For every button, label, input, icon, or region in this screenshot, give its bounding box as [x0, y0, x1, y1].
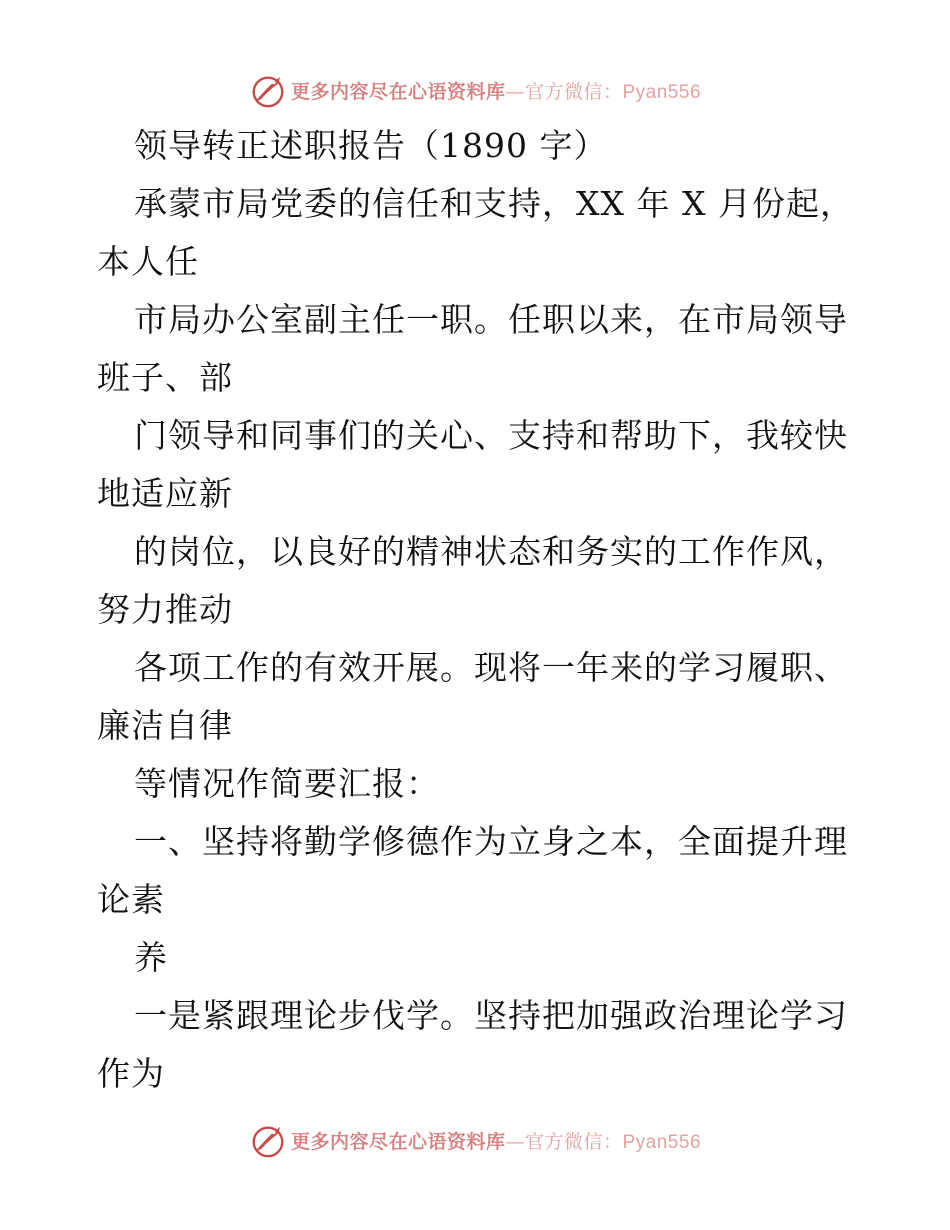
watermark-site-name: 更多内容尽在心语资料库	[290, 1130, 506, 1153]
document-line: 的岗位，以良好的精神状态和务实的工作作风，	[134, 532, 848, 571]
pen-nib-logo-icon	[249, 71, 287, 109]
watermark-text	[291, 1127, 701, 1154]
document-line: 养	[134, 938, 168, 977]
document-line: 门领导和同事们的关心、支持和帮助下，我较快	[134, 416, 848, 455]
document-line: 承蒙市局党委的信任和支持，XX 年 X 月份起，	[134, 184, 854, 223]
document-line: 班子、部	[97, 358, 233, 397]
document-line: 廉洁自律	[97, 706, 233, 745]
document-line: 努力推动	[97, 590, 233, 629]
document-line: 论素	[97, 880, 165, 919]
watermark-site-name: 更多内容尽在心语资料库	[290, 80, 506, 103]
document-line: 领导转正述职报告（1890 字）	[134, 126, 608, 165]
watermark-text	[291, 77, 701, 104]
watermark-wechat-id: Pyan556	[622, 81, 702, 103]
header-watermark-banner	[0, 68, 950, 112]
watermark-wechat-id: Pyan556	[622, 1131, 702, 1153]
watermark-official-label: —官方微信：	[505, 1130, 623, 1153]
footer-watermark-banner	[0, 1118, 950, 1162]
document-line: 地适应新	[97, 474, 233, 513]
document-line: 市局办公室副主任一职。任职以来，在市局领导	[134, 300, 848, 339]
document-line: 一、坚持将勤学修德作为立身之本，全面提升理	[134, 822, 848, 861]
document-line: 本人任	[97, 242, 199, 281]
document-line: 一是紧跟理论步伐学。坚持把加强政治理论学习	[134, 996, 848, 1035]
pen-nib-logo-icon	[249, 1121, 287, 1159]
document-line: 作为	[97, 1054, 165, 1093]
document-body	[0, 117, 950, 1103]
document-line: 各项工作的有效开展。现将一年来的学习履职、	[134, 648, 848, 687]
document-line: 等情况作简要汇报：	[134, 764, 440, 803]
watermark-official-label: —官方微信：	[505, 80, 623, 103]
